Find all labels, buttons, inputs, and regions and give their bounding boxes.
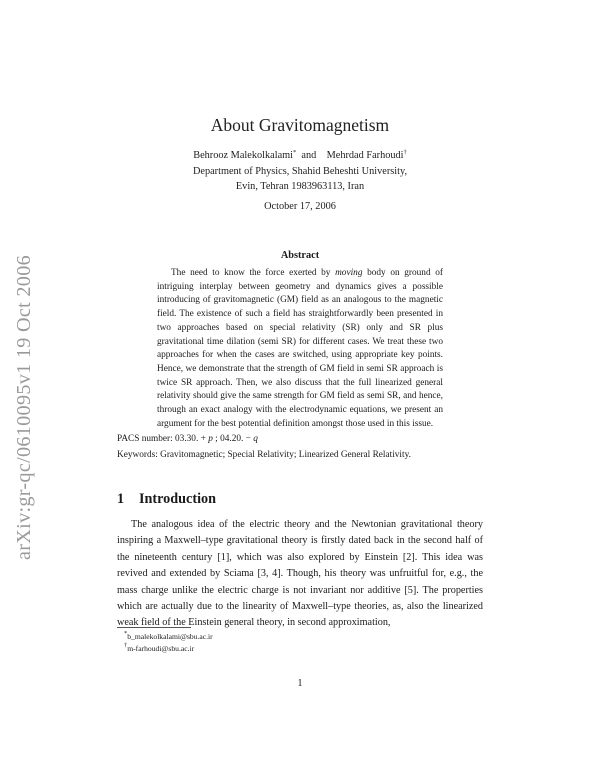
pacs-variable: p <box>208 434 213 444</box>
author-name: Mehrdad Farhoudi <box>326 150 404 161</box>
footnote-marker: * <box>293 149 297 156</box>
pacs-variable: q <box>253 434 258 444</box>
footnote-marker: * <box>124 630 128 637</box>
pacs-text: PACS number: 03.30. <box>117 434 199 444</box>
pacs-text: − <box>243 434 254 444</box>
footnote-marker: † <box>124 642 128 649</box>
abstract-emphasis: moving <box>335 268 363 278</box>
footnote-email: b_malekolkalami@sbu.ac.ir <box>127 632 213 641</box>
abstract-text: body on ground of intriguing interplay between geometry and dynamics gives a possible introducing of gravitomagnetic (GM) field as an analogous to the magnetic field. The existence of such a field has straightforwardly been presented in two approaches based on special relativity (SR) only and SR plus gravitational time dilation (semi SR) for different cases. We treat these two approaches for when the cases are switched, using appropriate key points. Hence, we demonstrate that the strength of GM field in semi SR approach is twice SR approach. Then, we also discuss that the full linearized general relativity should give the same strength for GM field as semi SR, and hence, through an exact analogy with the electrodynamic equations, we present an argument for the best potential definition amongst those used in this issue. <box>157 268 443 429</box>
footnote <box>124 630 213 641</box>
arxiv-identifier-text: arXiv:gr-qc/0610095v1 19 Oct 2006 <box>12 254 35 560</box>
abstract-text: The need to know the force exerted by <box>171 268 336 278</box>
footnote-rule <box>117 627 191 628</box>
abstract-body <box>157 267 443 431</box>
footnote <box>124 642 194 653</box>
affiliation-line: Evin, Tehran 1983963113, Iran <box>235 181 365 192</box>
page-number: 1 <box>297 678 303 689</box>
paper-title: About Gravitomagnetism <box>210 115 390 135</box>
abstract-heading: Abstract <box>280 250 320 261</box>
pacs-text: ; 04.20. <box>212 434 244 444</box>
footnote-marker: † <box>403 149 407 156</box>
pacs-line <box>117 434 497 444</box>
section-heading <box>117 491 216 508</box>
section-number: 1 <box>117 491 125 507</box>
pacs-text: + <box>198 434 209 444</box>
introduction-paragraph: The analogous idea of the electric theory and the Newtonian gravitational theory inspiring a Maxwell–type gravitational theory is firstly dated back in the second half of the nineteenth century [1], which was also explored by Einstein [2]. This idea was revived and extended by Sciama [3, 4]. Though, his theory was unfruitful for, e.g., the mass charge unlike the electric charge is not invariant nor additive [5]. The properties which are actually due to the linearity of Maxwell–type theories, as, also the linearized weak field of the Einstein general theory, in second approximation, <box>117 519 483 629</box>
author-name: Behrooz Malekolkalami <box>193 150 294 161</box>
author-separator: and <box>301 150 317 161</box>
paper-date: October 17, 2006 <box>264 201 336 212</box>
author-line <box>0 149 600 161</box>
section-title: Introduction <box>139 491 216 507</box>
affiliation-line: Department of Physics, Shahid Beheshti University, <box>192 166 408 177</box>
footnote-email: m-farhoudi@sbu.ac.ir <box>127 644 195 653</box>
keywords-line: Keywords: Gravitomagnetic; Special Relativity; Linearized General Relativity. <box>117 450 411 460</box>
arxiv-identifier-stamp <box>6 208 42 606</box>
